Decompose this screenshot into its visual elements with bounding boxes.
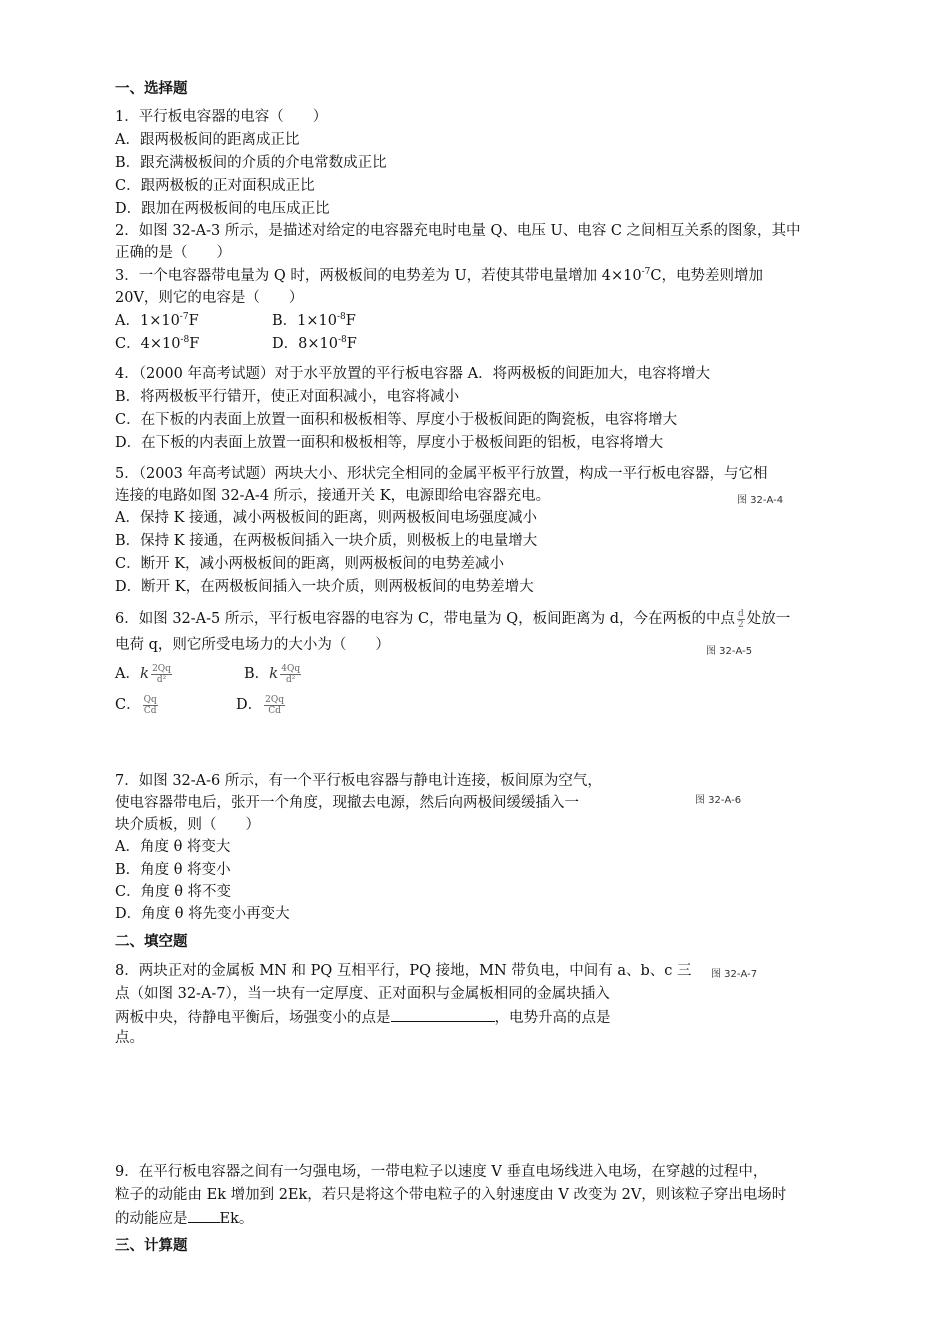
q6-line1-text: 6．如图 32-A-5 所示，平行板电容器的电容为 C，带电量为 Q，板间距离为 d，今在两板的中点: [115, 611, 735, 627]
q9-line2: 粒子的动能由 Ek 增加到 2Ek，若只是将这个带电粒子的入射速度由 V 改变为 2V，则该粒子穿出电场时: [115, 1187, 787, 1203]
q9-line3-text: 的动能应是: [115, 1211, 188, 1227]
q6-option-d-label: D．: [236, 697, 263, 713]
half-fraction-numerator: d: [737, 608, 744, 619]
q6-option-a-numerator: 2Qq: [152, 663, 171, 674]
q3-line1-text: 3．一个电容器带电量为 Q 时，两极板间的电势差为 U，若使其带电量增加 4×10: [115, 268, 642, 284]
q7-option-b: B．角度 θ 将变小: [115, 862, 231, 878]
q6-option-a-fraction: [151, 664, 172, 685]
q1-option-c: C．跟两极板的正对面积成正比: [115, 178, 315, 194]
q7-option-d: D．角度 θ 将先变小再变大: [115, 906, 290, 922]
q3-option-a: [115, 310, 199, 332]
q9-answer-blank[interactable]: [188, 1206, 220, 1223]
q6-option-b-label: B．: [244, 666, 270, 682]
q3-option-b: [272, 310, 356, 332]
q7-option-c: C．角度 θ 将不变: [115, 884, 232, 900]
q6-option-b-numerator: 4Qq: [281, 663, 301, 674]
q7-line3: 块介质板，则（ ）: [115, 817, 260, 833]
q9-line3: [115, 1206, 253, 1230]
q6-line1: [115, 608, 790, 630]
q6-option-a-k: k: [139, 664, 150, 682]
q6-option-d-numerator: 2Qq: [265, 694, 285, 705]
q3-line1-exponent: -7: [641, 267, 651, 278]
q6-option-b-fraction: [280, 664, 301, 685]
q3-option-d-unit: F: [346, 336, 357, 352]
q4-line1: 4．（2000 年高考试题）对于水平放置的平行板电容器 A．将两极板的间距加大，电容将增大: [115, 366, 711, 382]
q9-line1: 9．在平行板电容器之间有一匀强电场，一带电粒子以速度 V 垂直电场线进入电场，在穿越的过程中，: [115, 1164, 768, 1180]
q8-line2: 点（如图 32-A-7），当一块有一定厚度、正对面积与金属板相同的金属块插入: [115, 986, 610, 1002]
q3-option-a-exponent: -7: [179, 312, 189, 323]
q3-option-a-text: A．1×10: [115, 313, 180, 329]
q5-line2: 连接的电路如图 32-A-4 所示，接通开关 K，电源即给电容器充电。: [115, 488, 551, 504]
q7-line1: 7．如图 32-A-6 所示，有一个平行板电容器与静电计连接，板间原为空气，: [115, 773, 602, 789]
section-heading-calc: 三、计算题: [115, 1238, 188, 1254]
q5-option-a: A．保持 K 接通，减小两极板间的距离，则两极板间电场强度减小: [115, 510, 538, 526]
figure-label-32-a-6: 图 32-A-6: [695, 795, 742, 806]
q6-option-d-fraction: [264, 695, 285, 716]
q3-option-d-text: D．8×10: [272, 336, 338, 352]
q4-option-d: D．在下板的内表面上放置一面积和极板相等，厚度小于极板间距的铝板，电容将增大: [115, 435, 664, 451]
q4-option-b: B．将两极板平行错开，使正对面积减小，电容将减小: [115, 389, 460, 405]
q3-option-b-unit: F: [345, 313, 356, 329]
q3-option-c: [115, 333, 199, 355]
q1-stem: 1．平行板电容器的电容（ ）: [115, 109, 328, 125]
q5-line1: 5．（2003 年高考试题）两块大小、形状完全相同的金属平板平行放置，构成一平行板电容器，与它相: [115, 466, 768, 482]
q7-option-a: A．角度 θ 将变大: [115, 839, 231, 855]
section-heading-fill: 二、填空题: [115, 934, 188, 950]
q6-option-c-numerator: Qq: [143, 694, 157, 705]
q6-option-c: [115, 694, 160, 716]
q6-option-a-label: A．: [115, 666, 140, 682]
q6-option-c-denominator: Cd: [143, 705, 157, 716]
section-heading-choice: 一、选择题: [115, 81, 188, 97]
q6-option-a: [115, 662, 174, 685]
q3-option-a-unit: F: [188, 313, 199, 329]
q6-option-b-denominator: d²: [286, 674, 296, 685]
q3-option-c-text: C．4×10: [115, 336, 181, 352]
q3-line1: [115, 265, 763, 287]
q3-option-d-exponent: -8: [337, 335, 347, 346]
q3-line2: 20V，则它的电容是（ ）: [115, 290, 304, 306]
figure-label-32-a-5: 图 32-A-5: [706, 646, 753, 657]
q3-option-c-unit: F: [189, 336, 200, 352]
q5-option-c: C．断开 K，减小两极板间的距离，则两极板间的电势差减小: [115, 556, 505, 572]
q6-line2: 电荷 q，则它所受电场力的大小为（ ）: [115, 637, 390, 653]
q5-option-b: B．保持 K 接通，在两极板间插入一块介质，则极板上的电量增大: [115, 533, 538, 549]
q8-line3-text: 两板中央，待静电平衡后，场强变小的点是: [115, 1010, 391, 1026]
q8-line1: 8．两块正对的金属板 MN 和 PQ 互相平行，PQ 接地，MN 带负电，中间有 a、b、c 三: [115, 963, 692, 979]
q1-option-a: A．跟两极板间的距离成正比: [115, 132, 300, 148]
q6-option-d-denominator: Cd: [268, 705, 281, 716]
q6-option-c-label: C．: [115, 697, 141, 713]
q7-line2: 使电容器带电后，张开一个角度，现撤去电源，然后向两极间缓缓插入一: [115, 795, 579, 811]
q5-option-d: D．断开 K，在两极板间插入一块介质，则两极板间的电势差增大: [115, 579, 534, 595]
q3-option-c-exponent: -8: [180, 335, 190, 346]
q3-option-d: [272, 333, 357, 355]
q8-line3: [115, 1005, 611, 1029]
half-fraction: [737, 609, 745, 630]
q6-option-b-k: k: [269, 664, 279, 682]
q2-line1: 2．如图 32-A-3 所示，是描述对给定的电容器充电时电量 Q、电压 U、电容 C 之间相互关系的图象，其中: [115, 223, 801, 239]
q6-option-b: [244, 662, 303, 685]
q2-line2: 正确的是（ ）: [115, 245, 231, 261]
half-fraction-denominator: 2: [738, 619, 744, 630]
q1-option-b: B．跟充满极板间的介质的介电常数成正比: [115, 155, 387, 171]
q3-option-b-exponent: -8: [336, 312, 346, 323]
q1-option-d: D．跟加在两极板间的电压成正比: [115, 201, 330, 217]
q8-line4: 点。: [115, 1030, 144, 1046]
q4-option-c: C．在下板的内表面上放置一面积和极板相等、厚度小于极板间距的陶瓷板，电容将增大: [115, 412, 678, 428]
q8-answer-blank[interactable]: [391, 1005, 495, 1022]
q6-option-c-fraction: [143, 695, 158, 716]
q6-option-a-denominator: d²: [156, 674, 167, 685]
q6-option-d: [236, 694, 287, 716]
q3-line1-tail: C，电势差则增加: [650, 268, 763, 284]
figure-label-32-a-7: 图 32-A-7: [711, 969, 758, 980]
q6-line1-tail: 处放一: [746, 611, 791, 627]
figure-label-32-a-4: 图 32-A-4: [737, 495, 784, 506]
q8-line3-tail: ，电势升高的点是: [494, 1010, 611, 1026]
q9-line3-tail: Ek。: [219, 1211, 254, 1227]
q3-option-b-text: B．1×10: [272, 313, 337, 329]
